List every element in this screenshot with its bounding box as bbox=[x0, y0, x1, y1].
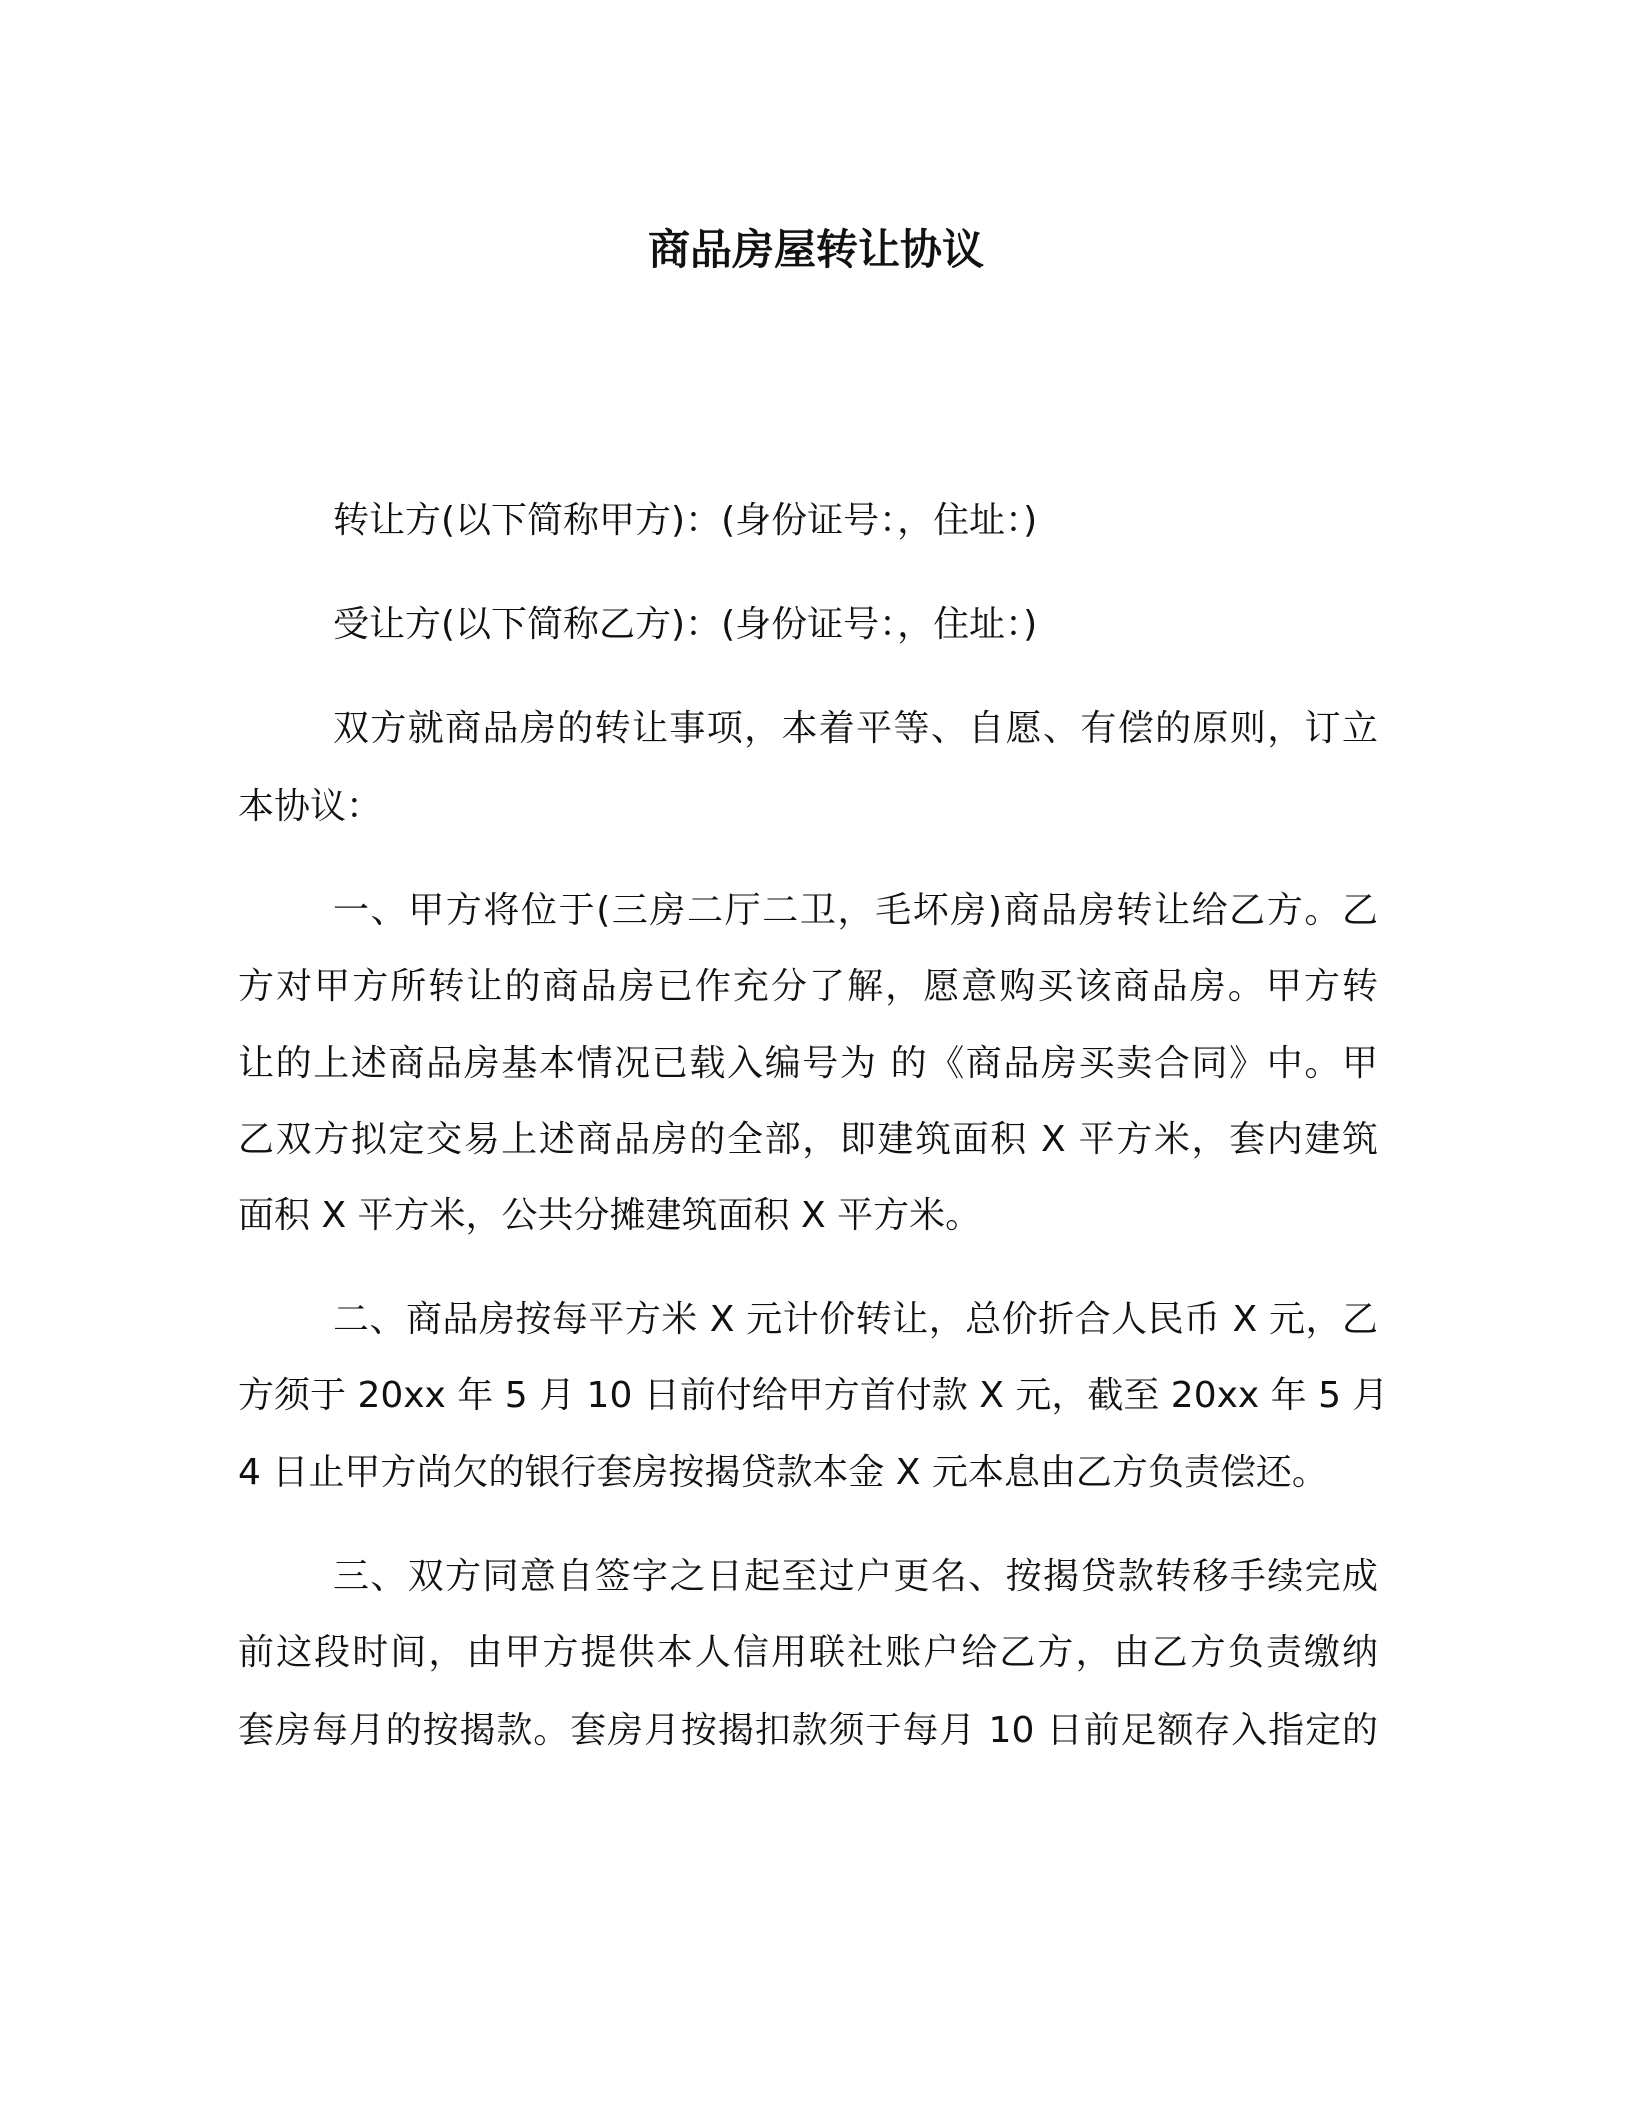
paragraph-6-line: 三、双方同意自签字之日起至过户更名、按揭贷款转移手续完成 bbox=[333, 1556, 1378, 1597]
paragraph-1-line: 转让方(以下简称甲方)：(身份证号：，住址：) bbox=[333, 500, 1038, 541]
paragraph-5-line: 4 日止甲方尚欠的银行套房按揭贷款本金 X 元本息由乙方负责偿还。 bbox=[238, 1452, 1328, 1493]
paragraph-4-line: 方对甲方所转让的商品房已作充分了解，愿意购买该商品房。甲方转 bbox=[238, 966, 1378, 1007]
paragraph-4-line: 让的上述商品房基本情况已载入编号为 的《商品房买卖合同》中。甲 bbox=[238, 1043, 1378, 1084]
paragraph-4-line: 面积 X 平方米，公共分摊建筑面积 X 平方米。 bbox=[238, 1195, 982, 1236]
paragraph-3-line: 本协议： bbox=[238, 786, 383, 827]
paragraph-5-line: 二、商品房按每平方米 X 元计价转让，总价折合人民币 X 元，乙 bbox=[333, 1299, 1378, 1340]
paragraph-4-line: 一、甲方将位于(三房二厅二卫，毛坏房)商品房转让给乙方。乙 bbox=[333, 890, 1378, 931]
paragraph-4-line: 乙双方拟定交易上述商品房的全部，即建筑面积 X 平方米，套内建筑 bbox=[238, 1119, 1378, 1160]
paragraph-5-line: 方须于 20xx 年 5 月 10 日前付给甲方首付款 X 元，截至 20xx 年 5 月 bbox=[238, 1375, 1389, 1416]
paragraph-6-line: 前这段时间，由甲方提供本人信用联社账户给乙方，由乙方负责缴纳 bbox=[238, 1632, 1378, 1673]
document-title: 商品房屋转让协议 bbox=[647, 225, 984, 274]
paragraph-2-line: 受让方(以下简称乙方)：(身份证号：，住址：) bbox=[333, 604, 1038, 645]
paragraph-6-line: 套房每月的按揭款。套房月按揭扣款须于每月 10 日前足额存入指定的 bbox=[238, 1710, 1378, 1751]
paragraph-3-line: 双方就商品房的转让事项，本着平等、自愿、有偿的原则，订立 bbox=[333, 708, 1378, 749]
